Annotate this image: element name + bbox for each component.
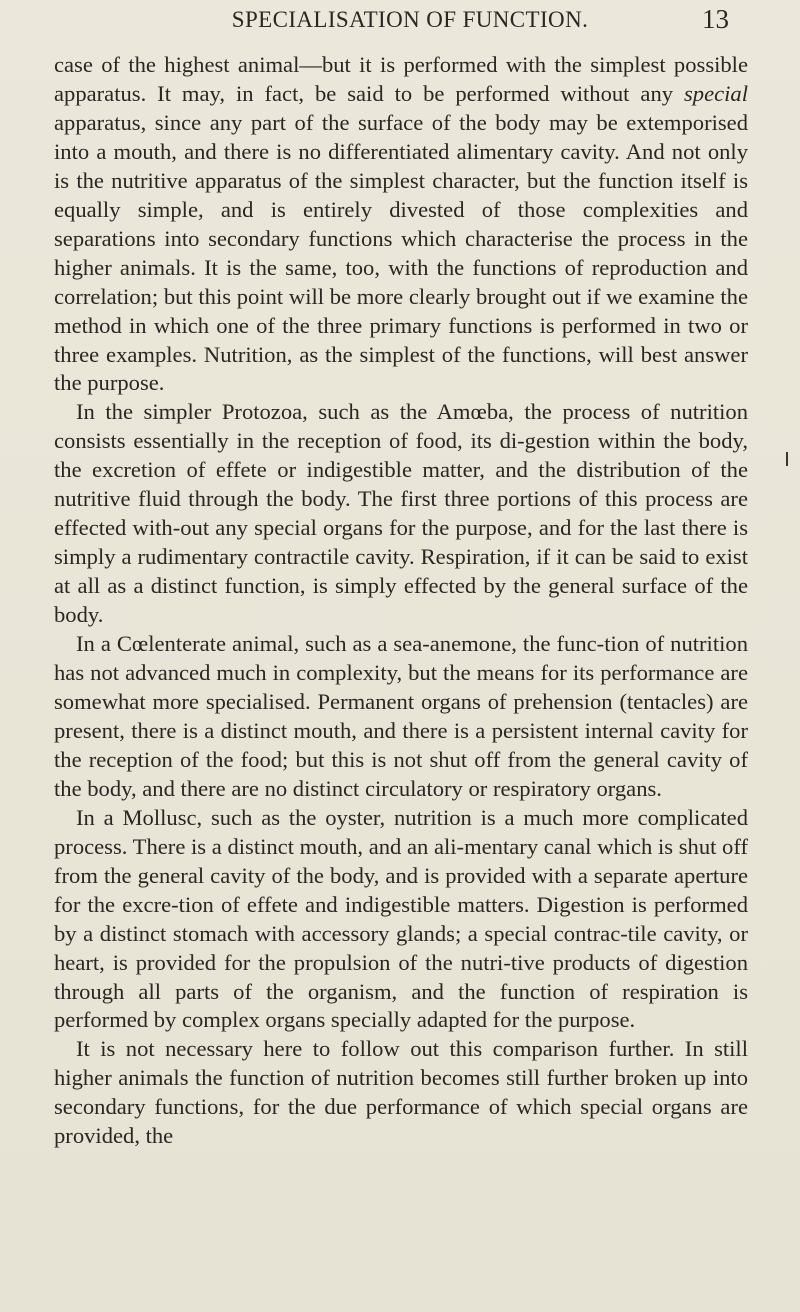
paragraph-3: In a Cœlenterate animal, such as a sea-anemone, the func-tion of nutrition has not advanced much in complexity, but the means for its performance are somewhat more specialised. Permanent organs of prehension (tentacles) are present, there is a distinct mouth, and there is a persistent internal cavity for the reception of the food; but this is not shut off from the general cavity of the body, and there are no distinct circulatory or respiratory organs. — [54, 631, 748, 801]
paragraph-1-text-start: case of the highest animal—but it is performed with the simplest possible apparatus. It may, in fact, be said to be performed without any — [54, 52, 748, 106]
margin-mark — [786, 452, 788, 466]
emphasis-special: special — [684, 80, 748, 106]
paragraph-1-text-end: apparatus, since any part of the surface of the body may be extemporised into a mouth, and there is no differentiated alimentary cavity. And not only is the nutritive apparatus of the simplest character, but the function itself is equally simple, and is entirely divested of those complexities and separations into secondary functions which characterise the process in the higher animals. It is the same, too, with the functions of reproduction and correlation; but this point will be more clearly brought out if we examine the method in which one of the three primary functions is performed in two or three examples. Nutrition, as the simplest of the functions, will best answer the purpose. — [54, 109, 748, 396]
page-number: 13 — [702, 4, 729, 34]
body-text — [54, 51, 748, 1151]
paragraph-4: In a Mollusc, such as the oyster, nutrition is a much more complicated process. There is a distinct mouth, and an ali-mentary canal which is shut off from the general cavity of the body, and is provided with a separate aperture for the excre-tion of effete and indigestible matters. Digestion is performed by a distinct stomach with accessory glands; a special contrac-tile cavity, or heart, is provided for the propulsion of the nutri-tive products of digestion through all parts of the organism, and the function of respiration is performed by complex organs specially adapted for the purpose. — [54, 804, 748, 1033]
paragraph-1 — [54, 51, 748, 398]
running-head: SPECIALISATION OF FUNCTION. — [231, 7, 589, 32]
paragraph-2: In the simpler Protozoa, such as the Amœba, the process of nutrition consists essentially in the reception of food, its di-gestion within the body, the excretion of effete or indigestible matter, and the distribution of the nutritive fluid through the body. The first three portions of this process are effected with-out any special organs for the purpose, and for the last there is simply a rudimentary contractile cavity. Respiration, if it can be said to exist at all as a distinct function, is simply effected by the general surface of the body. — [54, 399, 748, 628]
paragraph-5: It is not necessary here to follow out this comparison further. In still higher animals the function of nutrition becomes still further broken up into secondary functions, for the due performance of which special organs are provided, the — [54, 1036, 748, 1149]
